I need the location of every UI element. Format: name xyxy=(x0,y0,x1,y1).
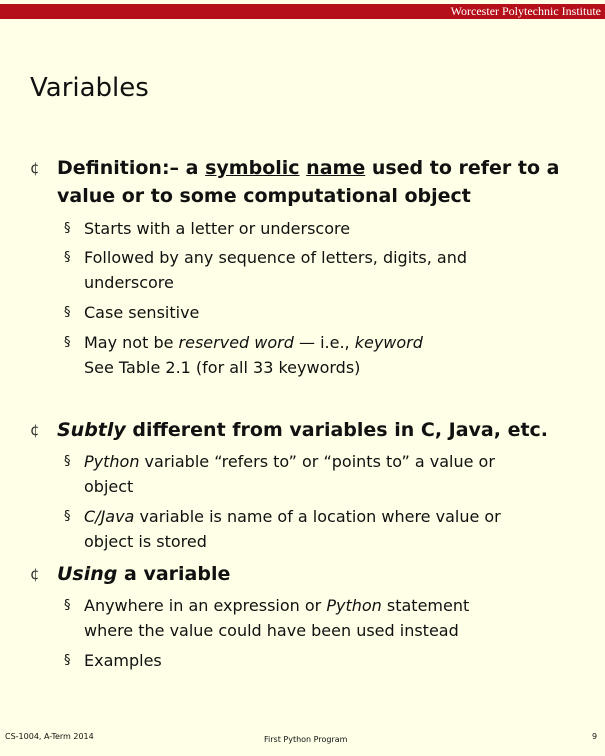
sub-bullet-marker: § xyxy=(64,335,71,350)
sub-bullet-text xyxy=(84,593,554,643)
bullet-marker: ¢ xyxy=(30,421,40,439)
text: a variable xyxy=(117,563,231,585)
line: object is stored xyxy=(84,532,207,551)
bullet-marker: ¢ xyxy=(30,159,40,177)
sub-bullet-marker: § xyxy=(64,221,71,236)
text: variable is name of a location where value or xyxy=(134,507,501,526)
institute-name: Worcester Polytechnic Institute xyxy=(450,4,601,18)
bullet-subtly-text xyxy=(57,416,587,444)
name-word: name xyxy=(306,157,366,179)
line: object xyxy=(84,477,134,496)
bullet-definition-text xyxy=(57,154,587,210)
sub-bullet-text xyxy=(84,504,554,554)
sub-bullet-text xyxy=(84,330,554,380)
line: where the value could have been used instead xyxy=(84,621,459,640)
sub-bullet-marker: § xyxy=(64,250,71,265)
text: — i.e., xyxy=(293,333,355,352)
line: Followed by any sequence of letters, digits, and xyxy=(84,248,468,267)
using-italic: Using xyxy=(57,563,118,585)
line: See Table 2.1 (for all 33 keywords) xyxy=(84,358,361,377)
sub-bullet-marker: § xyxy=(64,509,71,524)
sub-bullet-marker: § xyxy=(64,653,71,668)
sub-bullet-text: Starts with a letter or underscore xyxy=(84,219,351,238)
sub-bullet-text: Case sensitive xyxy=(84,303,200,322)
sub-bullet-marker: § xyxy=(64,598,71,613)
keyword-italic: keyword xyxy=(354,333,423,352)
bullet-using-text xyxy=(57,560,587,588)
text: statement xyxy=(381,596,470,615)
reserved-word-italic: reserved word xyxy=(178,333,294,352)
sub-bullet-text xyxy=(84,449,554,499)
footer-page-number: 9 xyxy=(592,732,598,741)
symbolic-word: symbolic xyxy=(205,157,300,179)
text: Anywhere in an expression or xyxy=(84,596,327,615)
footer-topic: First Python Program xyxy=(264,735,348,744)
header-bar xyxy=(0,4,605,19)
text: variable “refers to” or “points to” a value or xyxy=(139,452,495,471)
python-italic: Python xyxy=(326,596,382,615)
sub-bullet-marker: § xyxy=(64,454,71,469)
python-italic: Python xyxy=(84,452,140,471)
slide-title: Variables xyxy=(30,73,149,103)
footer-course: CS-1004, A-Term 2014 xyxy=(5,732,94,741)
text: May not be xyxy=(84,333,179,352)
definition-text: Definition:– a xyxy=(57,157,206,179)
bullet-marker: ¢ xyxy=(30,565,40,583)
definition-text-line2: value or to some computational object xyxy=(57,185,471,207)
cjava-italic: C/Java xyxy=(84,507,135,526)
line: underscore xyxy=(84,273,174,292)
sub-bullet-marker: § xyxy=(64,305,71,320)
definition-text-cont: used to refer to a xyxy=(365,157,560,179)
text: different from variables in C, Java, etc. xyxy=(125,419,549,441)
sub-bullet-text xyxy=(84,245,554,295)
sub-bullet-text: Examples xyxy=(84,651,162,670)
subtly-italic: Subtly xyxy=(57,419,126,441)
